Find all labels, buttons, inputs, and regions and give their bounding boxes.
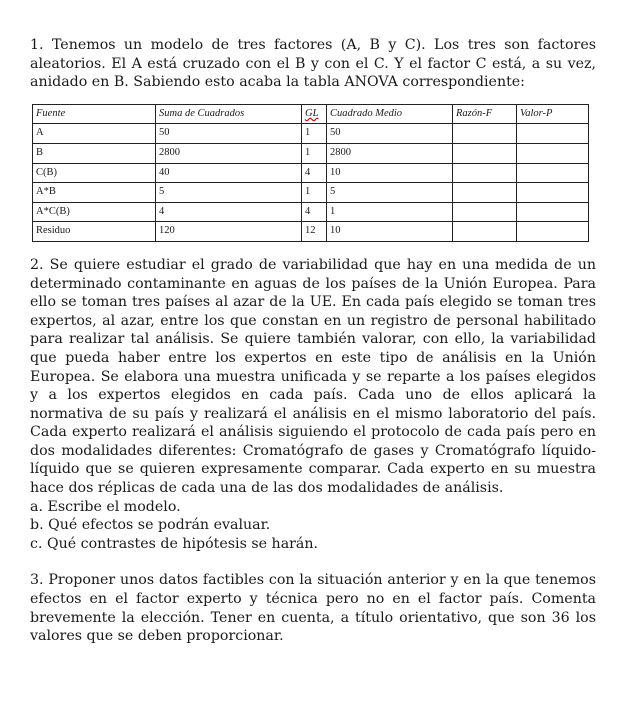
header-suma-cuadrados: Suma de Cuadrados	[156, 104, 302, 124]
cell-valor-p	[517, 222, 589, 242]
question-2-item-a: a. Escribe el modelo.	[30, 498, 181, 515]
cell-fuente: C(B)	[33, 163, 156, 183]
header-valor-p: Valor-P	[517, 104, 589, 124]
cell-suma-cuadrados: 4	[156, 202, 302, 222]
question-1-text: 1. Tenemos un modelo de tres factores (A, B y C). Los tres son factores aleatorios. El A está cruzado con el B y con el C. Y el factor C está, a su vez, anidado en B. Sabiendo esto acaba la tabla ANOVA correspondiente:	[30, 37, 596, 91]
cell-valor-p	[517, 202, 589, 222]
cell-fuente: A*C(B)	[33, 202, 156, 222]
cell-suma-cuadrados: 40	[156, 163, 302, 183]
cell-cuadrado-medio: 50	[327, 124, 453, 144]
table-row	[33, 124, 589, 144]
cell-suma-cuadrados: 50	[156, 124, 302, 144]
table-row	[33, 202, 589, 222]
cell-valor-p	[517, 183, 589, 203]
cell-cuadrado-medio: 2800	[327, 143, 453, 163]
cell-razon-f	[453, 183, 517, 203]
cell-gl: 4	[302, 202, 327, 222]
question-2-item-c: c. Qué contrastes de hipótesis se harán.	[30, 535, 319, 552]
cell-cuadrado-medio: 10	[327, 163, 453, 183]
cell-fuente: A*B	[33, 183, 156, 203]
cell-cuadrado-medio: 1	[327, 202, 453, 222]
question-2-text: 2. Se quiere estudiar el grado de variabilidad que hay en una medida de un determinado contaminante en aguas de los países de la Unión Europea. Para ello se toman tres países al azar de la UE. En cada país elegido se toman tres expertos, al azar, entre los que constan en un registro de personal habilitado para realizar tal análisis. Se quiere también valorar, con ello, la variabilidad que pueda haber entre los expertos en este tipo de análisis en la Unión Europea. Se elabora una muestra unificada y se reparte a los países elegidos y a los expertos elegidos en cada país. Cada uno de ellos aplicará la normativa de su país y realizará el análisis en el mismo laboratorio del país. Cada experto realizará el análisis siguiendo el protocolo de cada país pero en dos modalidades diferentes: Cromatógrafo de gases y Cromatógrafo líquido-líquido que se quieren expresamente comparar. Cada experto en su muestra hace dos réplicas de cada una de las dos modalidades de análisis.	[30, 256, 596, 497]
document-page	[30, 36, 596, 646]
cell-gl: 1	[302, 183, 327, 203]
question-3-text: 3. Proponer unos datos factibles con la situación anterior y en la que tenemos efectos en el factor experto y técnica pero no en el factor país. Comenta brevemente la elección. Tener en cuenta, a título orientativo, que son 36 los valores que se deben proporcionar.	[30, 572, 596, 645]
cell-razon-f	[453, 124, 517, 144]
cell-fuente: A	[33, 124, 156, 144]
header-razon-f: Razón-F	[453, 104, 517, 124]
table-row	[33, 183, 589, 203]
cell-suma-cuadrados: 120	[156, 222, 302, 242]
header-gl: GL	[302, 104, 327, 124]
cell-valor-p	[517, 143, 589, 163]
cell-gl: 1	[302, 143, 327, 163]
table-header-row	[33, 104, 589, 124]
cell-suma-cuadrados: 2800	[156, 143, 302, 163]
cell-valor-p	[517, 124, 589, 144]
cell-fuente: B	[33, 143, 156, 163]
table-row	[33, 143, 589, 163]
cell-razon-f	[453, 222, 517, 242]
header-cuadrado-medio: Cuadrado Medio	[327, 104, 453, 124]
cell-cuadrado-medio: 5	[327, 183, 453, 203]
cell-cuadrado-medio: 10	[327, 222, 453, 242]
question-2-item-b: b. Qué efectos se podrán evaluar.	[30, 517, 271, 534]
cell-gl: 12	[302, 222, 327, 242]
table-row	[33, 222, 589, 242]
cell-suma-cuadrados: 5	[156, 183, 302, 203]
anova-table	[32, 104, 589, 242]
cell-valor-p	[517, 163, 589, 183]
cell-razon-f	[453, 202, 517, 222]
cell-razon-f	[453, 143, 517, 163]
cell-gl: 1	[302, 124, 327, 144]
cell-razon-f	[453, 163, 517, 183]
header-fuente: Fuente	[33, 104, 156, 124]
table-row	[33, 163, 589, 183]
cell-fuente: Residuo	[33, 222, 156, 242]
cell-gl: 4	[302, 163, 327, 183]
